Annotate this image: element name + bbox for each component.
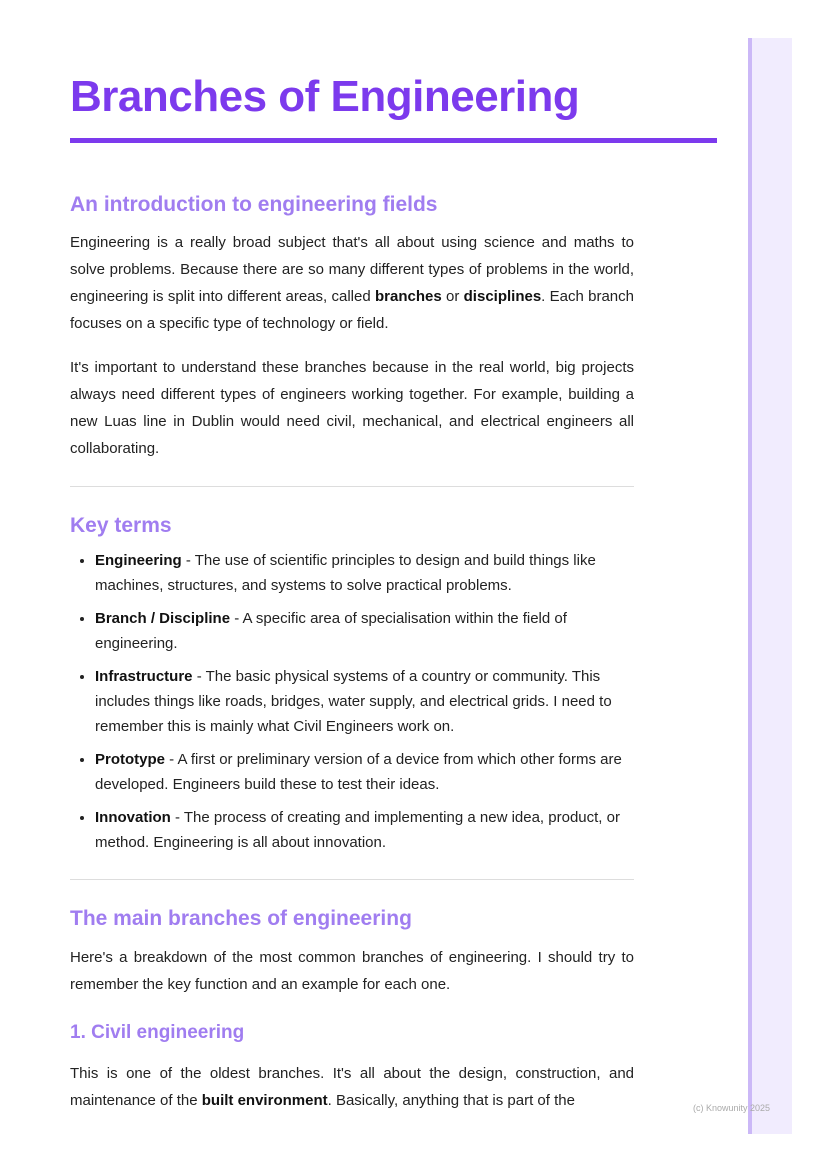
list-item: • Branch / Discipline - A specific area of specialisation within the field of engineering. — [95, 606, 634, 656]
civil-engineering-heading: 1. Civil engineering — [70, 1022, 245, 1043]
civil-engineering-paragraph: This is one of the oldest branches. It's all about the design, construction, and maintenance of the built environment. Basically, anything that is part of the — [70, 1065, 634, 1109]
sidebar-decoration — [748, 38, 792, 1134]
main-branches-paragraph: Here's a breakdown of the most common branches of engineering. I should try to remember the key function and an example for each one. — [70, 949, 634, 993]
page-title: Branches of Engineering — [70, 72, 580, 121]
key-terms-heading: Key terms — [70, 514, 172, 537]
key-terms-list — [70, 548, 634, 855]
list-item: • Engineering - The use of scientific principles to design and build things like machines, structures, and systems to solve practical problems. — [95, 548, 634, 598]
list-item: • Innovation - The process of creating and implementing a new idea, product, or method. Engineering is all about innovation. — [95, 805, 634, 855]
main-branches-heading: The main branches of engineering — [70, 907, 412, 930]
list-item: • Infrastructure - The basic physical systems of a country or community. This includes things like roads, bridges, water supply, and electrical grids. I need to remember this is mainly what Civil Engineers work on. — [95, 664, 634, 739]
footer-copyright: (c) Knowunity 2025 — [693, 1103, 771, 1113]
intro-paragraph-1: Engineering is a really broad subject that's all about using science and maths to solve problems. Because there are so many different types of problems in the world, engineering is split into different areas, called branches or disciplines. Each branch focuses on a specific type of technology or field. — [70, 234, 634, 332]
intro-heading: An introduction to engineering fields — [70, 193, 438, 216]
list-item: • Prototype - A first or preliminary version of a device from which other forms are developed. Engineers build these to test their ideas. — [95, 747, 634, 797]
intro-paragraph-2: It's important to understand these branches because in the real world, big projects always need different types of engineers working together. For example, building a new Luas line in Dublin would need civil, mechanical, and electrical engineers all collaborating. — [70, 359, 634, 457]
